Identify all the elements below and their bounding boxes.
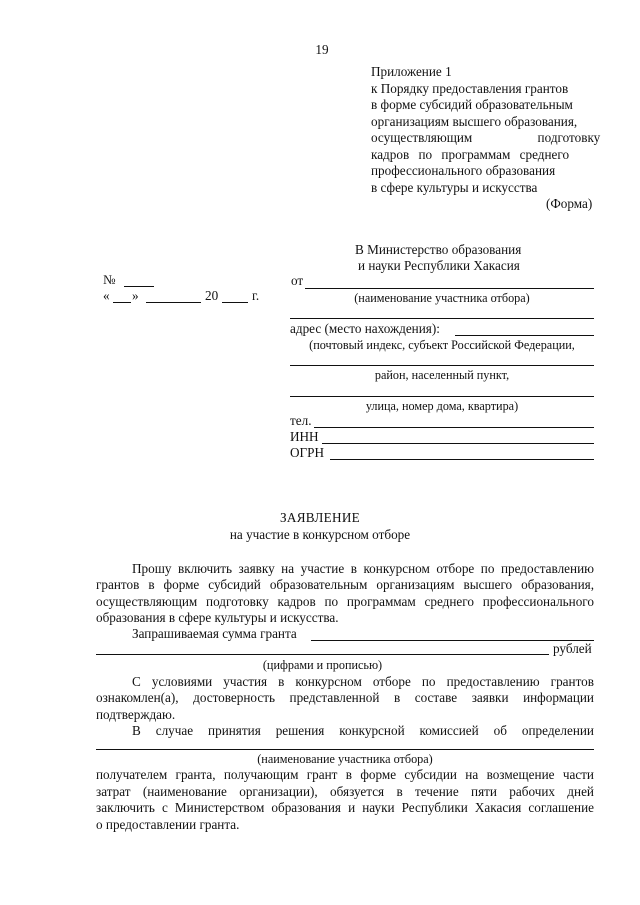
amount-caption: (цифрами и прописью) [262, 658, 383, 672]
appendix-line: профессионального образования [371, 163, 556, 178]
from-field[interactable] [305, 288, 594, 289]
paragraph-line: подтверждаю. [96, 707, 176, 722]
participant-name-field[interactable] [96, 749, 594, 750]
appendix-line: кадров по программам среднего [371, 147, 570, 162]
date-open-quote: « [103, 288, 110, 303]
participant-caption: (наименование участника отбора) [257, 752, 433, 766]
appendix-line: организациям высшего образования, [371, 114, 578, 129]
paragraph-line: В случае принятия решения конкурсной комиссией об определении [132, 723, 594, 738]
date-year-prefix: 20 [205, 288, 219, 303]
phone-field[interactable] [314, 427, 594, 428]
appendix-line: Приложение 1 [371, 64, 452, 79]
form-label: (Форма) [546, 196, 593, 211]
ogrn-label: ОГРН [290, 445, 325, 460]
document-title: ЗАЯВЛЕНИЕ [279, 510, 361, 525]
appendix-word: осуществляющим подготовку [371, 130, 601, 145]
registry-number-label: № [103, 272, 116, 287]
addressee-line: В Министерство образования [355, 242, 522, 257]
address-field-line-3[interactable] [290, 396, 594, 397]
currency-label: рублей [553, 641, 592, 656]
from-label: от [291, 273, 304, 288]
paragraph-line: затрат (наименование организации), обязуется в течение пяти рабочих дней [96, 784, 594, 799]
date-month-field[interactable] [146, 302, 201, 303]
addressee-line: и науки Республики Хакасия [358, 258, 520, 273]
appendix-line [371, 130, 601, 146]
appendix-line: в форме субсидий образовательным [371, 97, 573, 112]
date-close-quote: » [132, 288, 139, 303]
paragraph-line: грантов в форме субсидий образовательным организациям высшего образования, [96, 577, 594, 592]
appendix-line: в сфере культуры и искусства [371, 180, 538, 195]
paragraph-line: С условиями участия в конкурсном отборе по предоставлению грантов [132, 674, 594, 689]
address-caption-district: район, населенный пункт, [374, 368, 510, 382]
from-caption: (наименование участника отбора) [354, 291, 530, 305]
paragraph-line: ознакомлен(а), достоверность представленной в составе заявки информации [96, 690, 594, 705]
date-year-suffix: г. [252, 288, 260, 303]
inn-label: ИНН [290, 429, 319, 444]
address-caption-postal: (почтовый индекс, субъект Российской Федерации, [309, 338, 575, 352]
paragraph-line: заключить с Министерством образования и науки Республики Хакасия соглашение [96, 800, 594, 815]
address-caption-street: улица, номер дома, квартира) [365, 399, 519, 413]
registry-number-field[interactable] [124, 286, 154, 287]
address-label: адрес (место нахождения): [290, 321, 440, 336]
document-subtitle: на участие в конкурсном отборе [229, 527, 411, 542]
paragraph-line: образования в сфере культуры и искусства. [96, 610, 339, 625]
address-field[interactable] [455, 335, 594, 336]
amount-field[interactable] [311, 640, 594, 641]
paragraph-line: осуществляющим подготовку кадров по программам среднего профессионального [96, 594, 594, 609]
address-field-line-2[interactable] [290, 365, 594, 366]
amount-field-line-2[interactable] [96, 654, 549, 655]
date-day-field[interactable] [113, 302, 131, 303]
appendix-line: к Порядку предоставления грантов [371, 81, 569, 96]
date-year-field[interactable] [222, 302, 248, 303]
amount-label: Запрашиваемая сумма гранта [132, 626, 297, 641]
paragraph-line: получателем гранта, получающим грант в форме субсидии на возмещение части [96, 767, 594, 782]
page-number: 19 [315, 42, 329, 57]
paragraph-line: Прошу включить заявку на участие в конкурсном отборе по предоставлению [132, 561, 594, 576]
paragraph-line: о предоставлении гранта. [96, 817, 240, 832]
ogrn-field[interactable] [330, 459, 594, 460]
from-field-line-2[interactable] [290, 318, 594, 319]
inn-field[interactable] [322, 443, 594, 444]
phone-label: тел. [290, 413, 312, 428]
